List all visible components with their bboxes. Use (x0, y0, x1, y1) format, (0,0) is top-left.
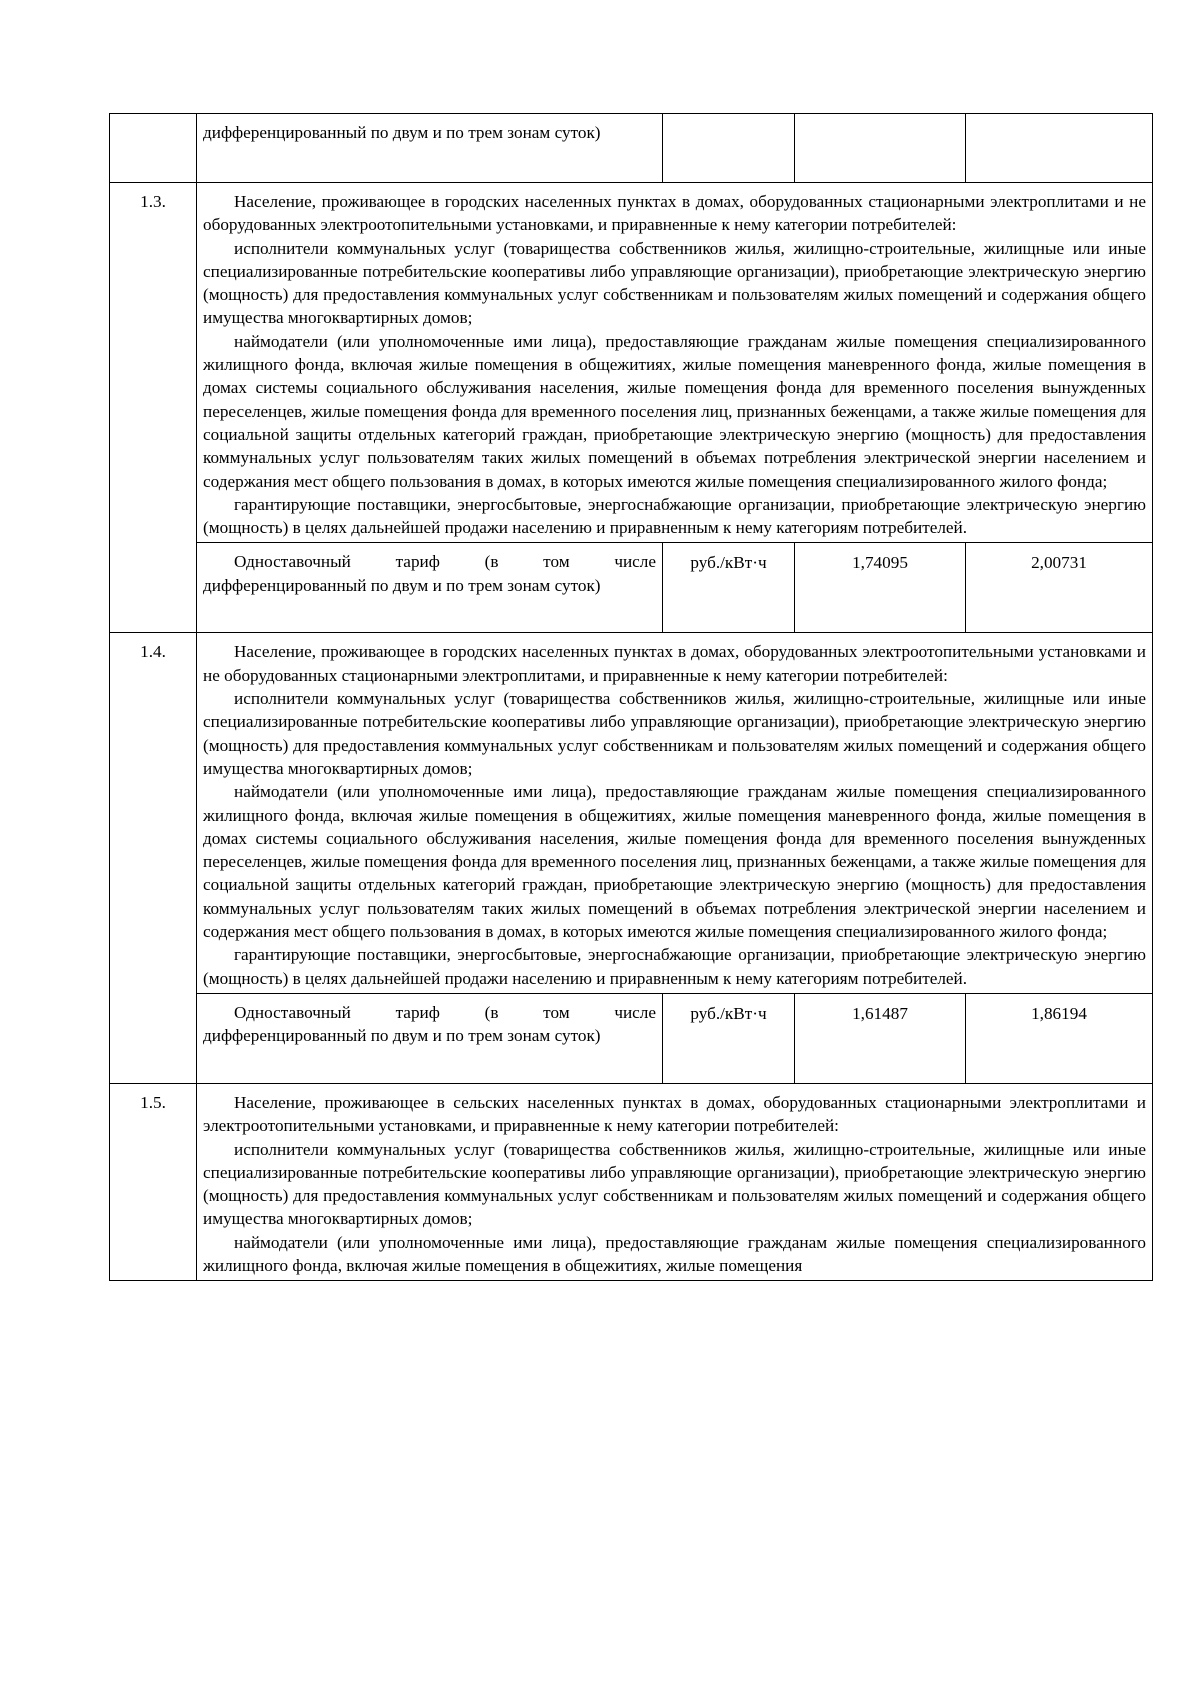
paragraph: исполнители коммунальных услуг (товарищества собственников жилья, жилищно-строительные, жилищные или иные специализированные потребительские кооперативы либо управляющие организации), приобретающие электрическую энергию (мощность) для предоставления коммунальных услуг собственникам и пользователям жилых помещений и содержания общего имущества многоквартирных домов; (203, 689, 1146, 778)
unit-cell (663, 114, 795, 183)
tariff-name-cell (197, 993, 663, 1083)
paragraph: Население, проживающее в городских населенных пунктах в домах, оборудованных стационарными электроплитами и не оборудованных электроотопительными установками, и приравненные к нему категории потребителей: (203, 192, 1146, 235)
table-row (110, 543, 1153, 633)
paragraph: исполнители коммунальных услуг (товарищества собственников жилья, жилищно-строительные, жилищные или иные специализированные потребительские кооперативы либо управляющие организации), приобретающие электрическую энергию (мощность) для предоставления коммунальных услуг собственникам и пользователям жилых помещений и содержания общего имущества многоквартирных домов; (203, 1139, 1146, 1229)
row-number (110, 114, 197, 183)
unit-cell: руб./кВт·ч (663, 993, 795, 1083)
paragraph: наймодатели (или уполномоченные ими лица), предоставляющие гражданам жилые помещения специализированного жилищного фонда, включая жилые помещения в общежитиях, жилые помещения маневренного фонда, жилые помещения в домах системы социального обслуживания населения, жилые помещения фонда для временного поселения вынужденных переселенцев, жилые помещения фонда для временного поселения лиц, признанных беженцами, а также жилые помещения для социальной защиты отдельных категорий граждан, приобретающие электрическую энергию (мощность) для предоставления коммунальных услуг пользователям таких жилых помещений в объемах потребления электрической энергии населением и содержания мест общего пользования в домах, в которых имеются жилые помещения специализированного жилого фонда; (203, 782, 1146, 942)
row-number: 1.5. (110, 1083, 197, 1280)
table-row (110, 993, 1153, 1083)
tariff-name-cell (197, 543, 663, 633)
tariff-name: Одноставочный тариф (в том числе дифференцированный по двум и по трем зонам суток) (203, 552, 656, 595)
table-row (110, 114, 1153, 183)
category-description (197, 633, 1153, 993)
row-number: 1.3. (110, 183, 197, 633)
table-row (110, 633, 1153, 993)
table-row (110, 1083, 1153, 1280)
category-description (197, 183, 1153, 543)
paragraph: исполнители коммунальных услуг (товарищества собственников жилья, жилищно-строительные, жилищные или иные специализированные потребительские кооперативы либо управляющие организации), приобретающие электрическую энергию (мощность) для предоставления коммунальных услуг собственникам и пользователям жилых помещений и содержания общего имущества многоквартирных домов; (203, 238, 1146, 328)
paragraph: Население, проживающее в городских населенных пунктах в домах, оборудованных электроотопительными установками и не оборудованных стационарными электроплитами, и приравненные к нему категории потребителей: (203, 642, 1146, 685)
tariff-name: дифференцированный по двум и по трем зонам суток) (203, 123, 601, 142)
tariff-name: Одноставочный тариф (в том числе дифференцированный по двум и по трем зонам суток) (203, 1002, 656, 1046)
paragraph: Население, проживающее в сельских населенных пунктах в домах, оборудованных стационарными электроплитами и электроотопительными установками, и приравненные к нему категории потребителей: (203, 1092, 1146, 1136)
paragraph: гарантирующие поставщики, энергосбытовые, энергоснабжающие организации, приобретающие электрическую энергию (мощность) в целях дальнейшей продажи населению и приравненным к нему категориям потребителей. (203, 494, 1146, 538)
value-second-half (966, 114, 1153, 183)
unit-cell: руб./кВт·ч (663, 543, 795, 633)
value-first-half: 1,74095 (795, 543, 966, 633)
row-description (197, 114, 663, 183)
category-description (197, 1083, 1153, 1280)
paragraph: гарантирующие поставщики, энергосбытовые, энергоснабжающие организации, приобретающие электрическую энергию (мощность) в целях дальнейшей продажи населению и приравненным к нему категориям потребителей. (203, 945, 1146, 988)
value-first-half (795, 114, 966, 183)
paragraph: наймодатели (или уполномоченные ими лица), предоставляющие гражданам жилые помещения специализированного жилищного фонда, включая жилые помещения в общежитиях, жилые помещения (203, 1232, 1146, 1275)
row-number: 1.4. (110, 633, 197, 1083)
value-second-half: 2,00731 (966, 543, 1153, 633)
tariff-table (109, 113, 1153, 1281)
paragraph: наймодатели (или уполномоченные ими лица), предоставляющие гражданам жилые помещения специализированного жилищного фонда, включая жилые помещения в общежитиях, жилые помещения маневренного фонда, жилые помещения в домах системы социального обслуживания населения, жилые помещения фонда для временного поселения вынужденных переселенцев, жилые помещения фонда для временного поселения лиц, признанных беженцами, а также жилые помещения для социальной защиты отдельных категорий граждан, приобретающие электрическую энергию (мощность) для предоставления коммунальных услуг пользователям таких жилых помещений в объемах потребления электрической энергии населением и содержания мест общего пользования в домах, в которых имеются жилые помещения специализированного жилого фонда; (203, 331, 1146, 491)
value-second-half: 1,86194 (966, 993, 1153, 1083)
table-row (110, 183, 1153, 543)
value-first-half: 1,61487 (795, 993, 966, 1083)
